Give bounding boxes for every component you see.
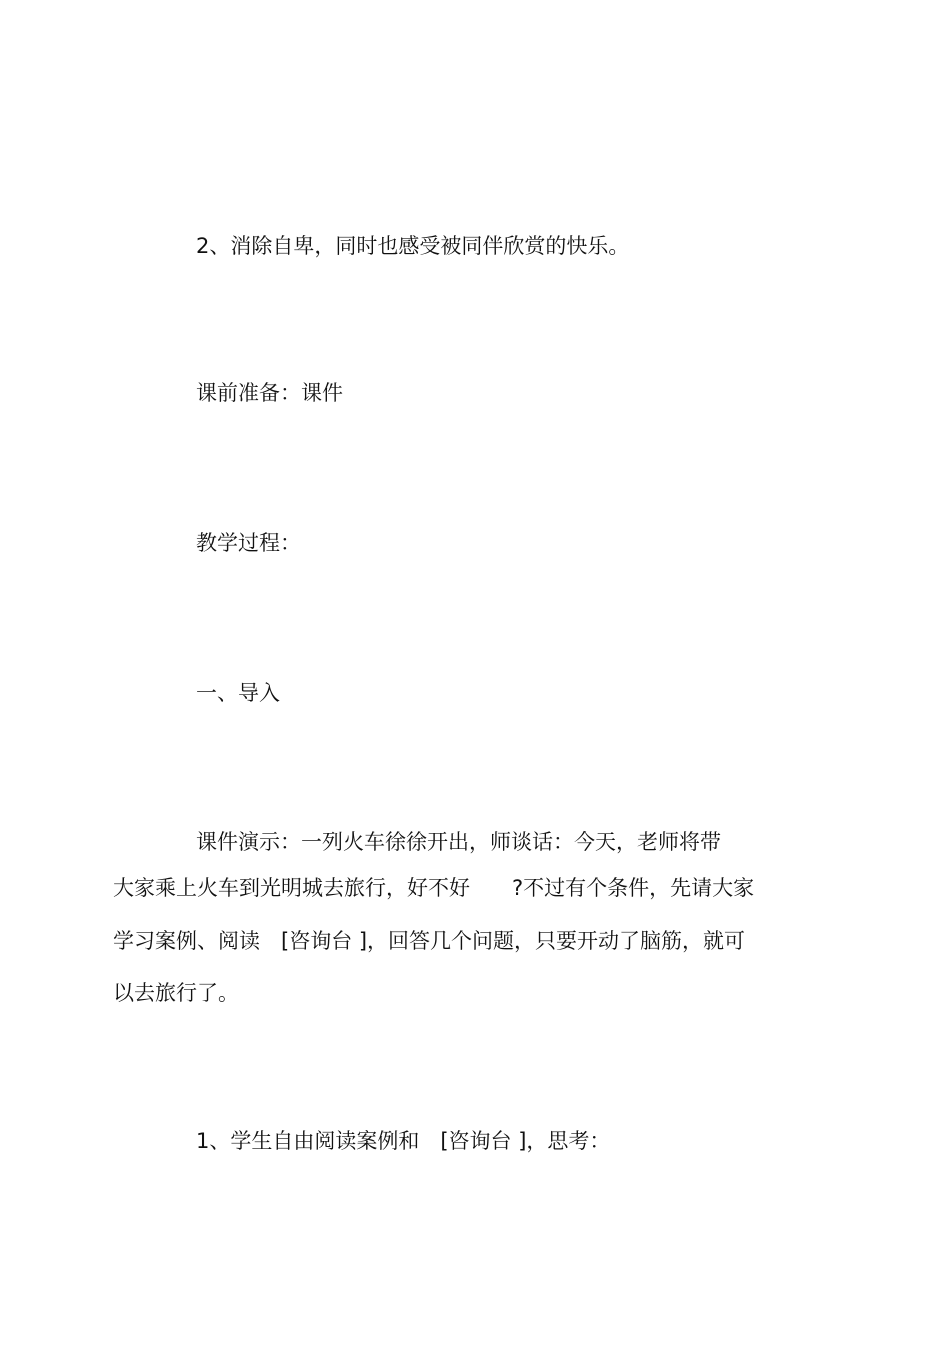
teaching-goal-2: 2、消除自卑，同时也感受被同伴欣赏的快乐。 [196,234,630,258]
teaching-process-heading: 教学过程： [196,531,301,555]
paragraph-line: 以去旅行了。 [113,981,239,1005]
section-heading-introduction: 一、导入 [196,681,280,705]
paragraph-line: 大家乘上火车到光明城去旅行，好不好 ?不过有个条件，先请大家 [113,876,755,900]
lesson-preparation: 课前准备：课件 [196,381,343,405]
paragraph-line: 课件演示：一列火车徐徐开出，师谈话：今天，老师将带 [196,830,721,854]
paragraph-line: 学习案例、阅读 [咨询台 ]，回答几个问题，只要开动了脑筋，就可 [113,929,746,953]
step-1-instruction: 1、学生自由阅读案例和 [咨询台 ]，思考： [196,1129,611,1153]
